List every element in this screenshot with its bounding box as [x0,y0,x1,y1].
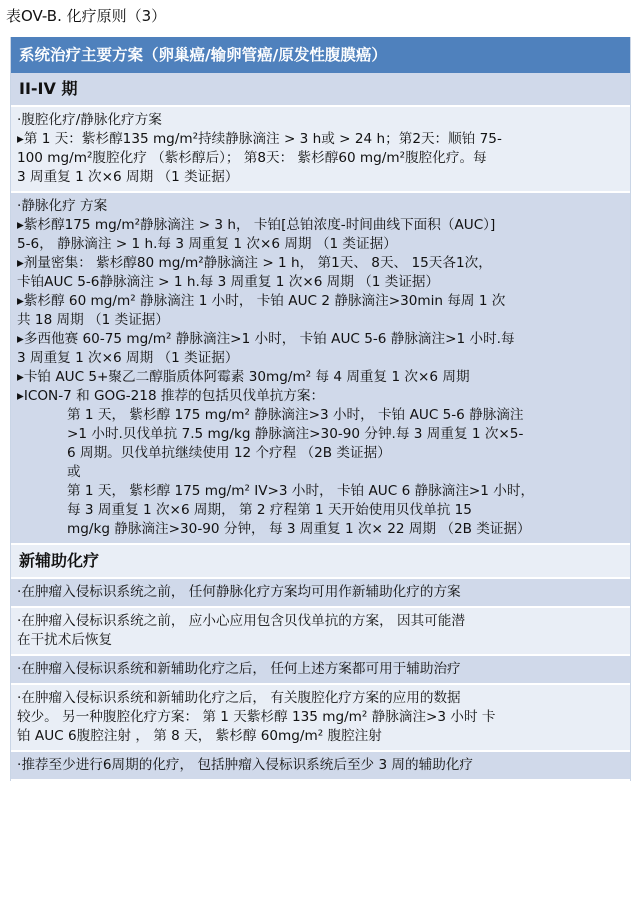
table-caption: 表OV-B. 化疗原则（3） [6,7,167,25]
text-line: 共 18 周期 （1 类证据） [17,312,169,328]
text-line: ·在肿瘤入侵标识系统之前， 应小心应用包含贝伐单抗的方案， 因其可能潜 [17,613,465,629]
indented-line: 每 3 周重复 1 次×6 周期， 第 2 疗程第 1 天开始使用贝伐单抗 15 [67,502,472,518]
ip-iv-regimen-cell [11,107,630,193]
text-line: 5-6， 静脉滴注 > 1 h.每 3 周重复 1 次×6 周期 （1 类证据） [17,236,397,252]
text-line: ·腹腔化疗/静脉化疗方案 [17,112,162,128]
section-heading-neoadjuvant: 新辅助化疗 [11,545,630,579]
indented-line: 6 周期。贝伐单抗继续使用 12 个疗程 （2B 类证据） [67,445,391,461]
neoadjuvant-row-1 [11,579,630,608]
table-header: 系统治疗主要方案（卵巢癌/输卵管癌/原发性腹膜癌） [11,37,630,73]
text-line: ·在肿瘤入侵标识系统和新辅助化疗之后， 有关腹腔化疗方案的应用的数据 [17,690,461,706]
text-line: ▸紫杉醇 60 mg/m² 静脉滴注 1 小时， 卡铂 AUC 2 静脉滴注>30min 每周 1 次 [17,293,506,309]
text-line: 较少。 另一种腹腔化疗方案： 第 1 天紫杉醇 135 mg/m² 静脉滴注>3 小时 卡 [17,709,496,725]
text-line: ·静脉化疗 方案 [17,198,108,214]
iv-regimen-cell [11,193,630,545]
neoadjuvant-row-5 [11,752,630,781]
text-line: 卡铂AUC 5-6静脉滴注 > 1 h.每 3 周重复 1 次×6 周期 （1 类证据） [17,274,440,290]
text-line: ▸剂量密集： 紫杉醇80 mg/m²静脉滴注 > 1 h， 第1天、 8天、 15天各1次， [17,255,492,271]
indented-line: >1 小时.贝伐单抗 7.5 mg/kg 静脉滴注>30-90 分钟.每 3 周重复 1 次×5- [67,426,524,442]
neoadjuvant-row-2 [11,608,630,656]
regimen-table [10,37,631,781]
text-line: 在干扰术后恢复 [17,632,113,648]
indented-line: 或 [67,464,81,480]
indented-line: mg/kg 静脉滴注>30-90 分钟， 每 3 周重复 1 次× 22 周期 （2B 类证据） [67,521,531,537]
neoadjuvant-row-3 [11,656,630,685]
text-line: 铂 AUC 6腹腔注射 ， 第 8 天， 紫杉醇 60mg/m² 腹腔注射 [17,728,382,744]
text-line: ▸紫杉醇175 mg/m²静脉滴注 > 3 h， 卡铂[总铂浓度-时间曲线下面积（AUC）] [17,217,496,233]
indented-line: 第 1 天， 紫杉醇 175 mg/m² 静脉滴注>3 小时， 卡铂 AUC 5-6 静脉滴注 [67,407,524,423]
text-line: ·在肿瘤入侵标识系统之前， 任何静脉化疗方案均可用作新辅助化疗的方案 [17,584,461,600]
indented-line: 第 1 天， 紫杉醇 175 mg/m² IV>3 小时， 卡铂 AUC 6 静脉滴注>1 小时， [67,483,535,499]
text-line: ▸ICON-7 和 GOG-218 推荐的包括贝伐单抗方案： [17,388,325,404]
text-line: 100 mg/m²腹腔化疗 （紫杉醇后）； 第8天： 紫杉醇60 mg/m²腹腔化疗。每 [17,150,487,166]
text-line: ·推荐至少进行6周期的化疗， 包括肿瘤入侵标识系统后至少 3 周的辅助化疗 [17,757,473,773]
section-heading-stage: II-IV 期 [11,73,630,107]
text-line: 3 周重复 1 次×6 周期 （1 类证据） [17,350,239,366]
text-line: 3 周重复 1 次×6 周期 （1 类证据） [17,169,239,185]
text-line: ▸多西他赛 60-75 mg/m² 静脉滴注>1 小时， 卡铂 AUC 5-6 静脉滴注>1 小时.每 [17,331,515,347]
text-line: ·在肿瘤入侵标识系统和新辅助化疗之后， 任何上述方案都可用于辅助治疗 [17,661,461,677]
text-line: ▸卡铂 AUC 5+聚乙二醇脂质体阿霉素 30mg/m² 每 4 周重复 1 次×6 周期 [17,369,470,385]
text-line: ▸第 1 天：紫杉醇135 mg/m²持续静脉滴注 > 3 h或 > 24 h；第2天：顺铂 75- [17,131,502,147]
neoadjuvant-row-4 [11,685,630,752]
